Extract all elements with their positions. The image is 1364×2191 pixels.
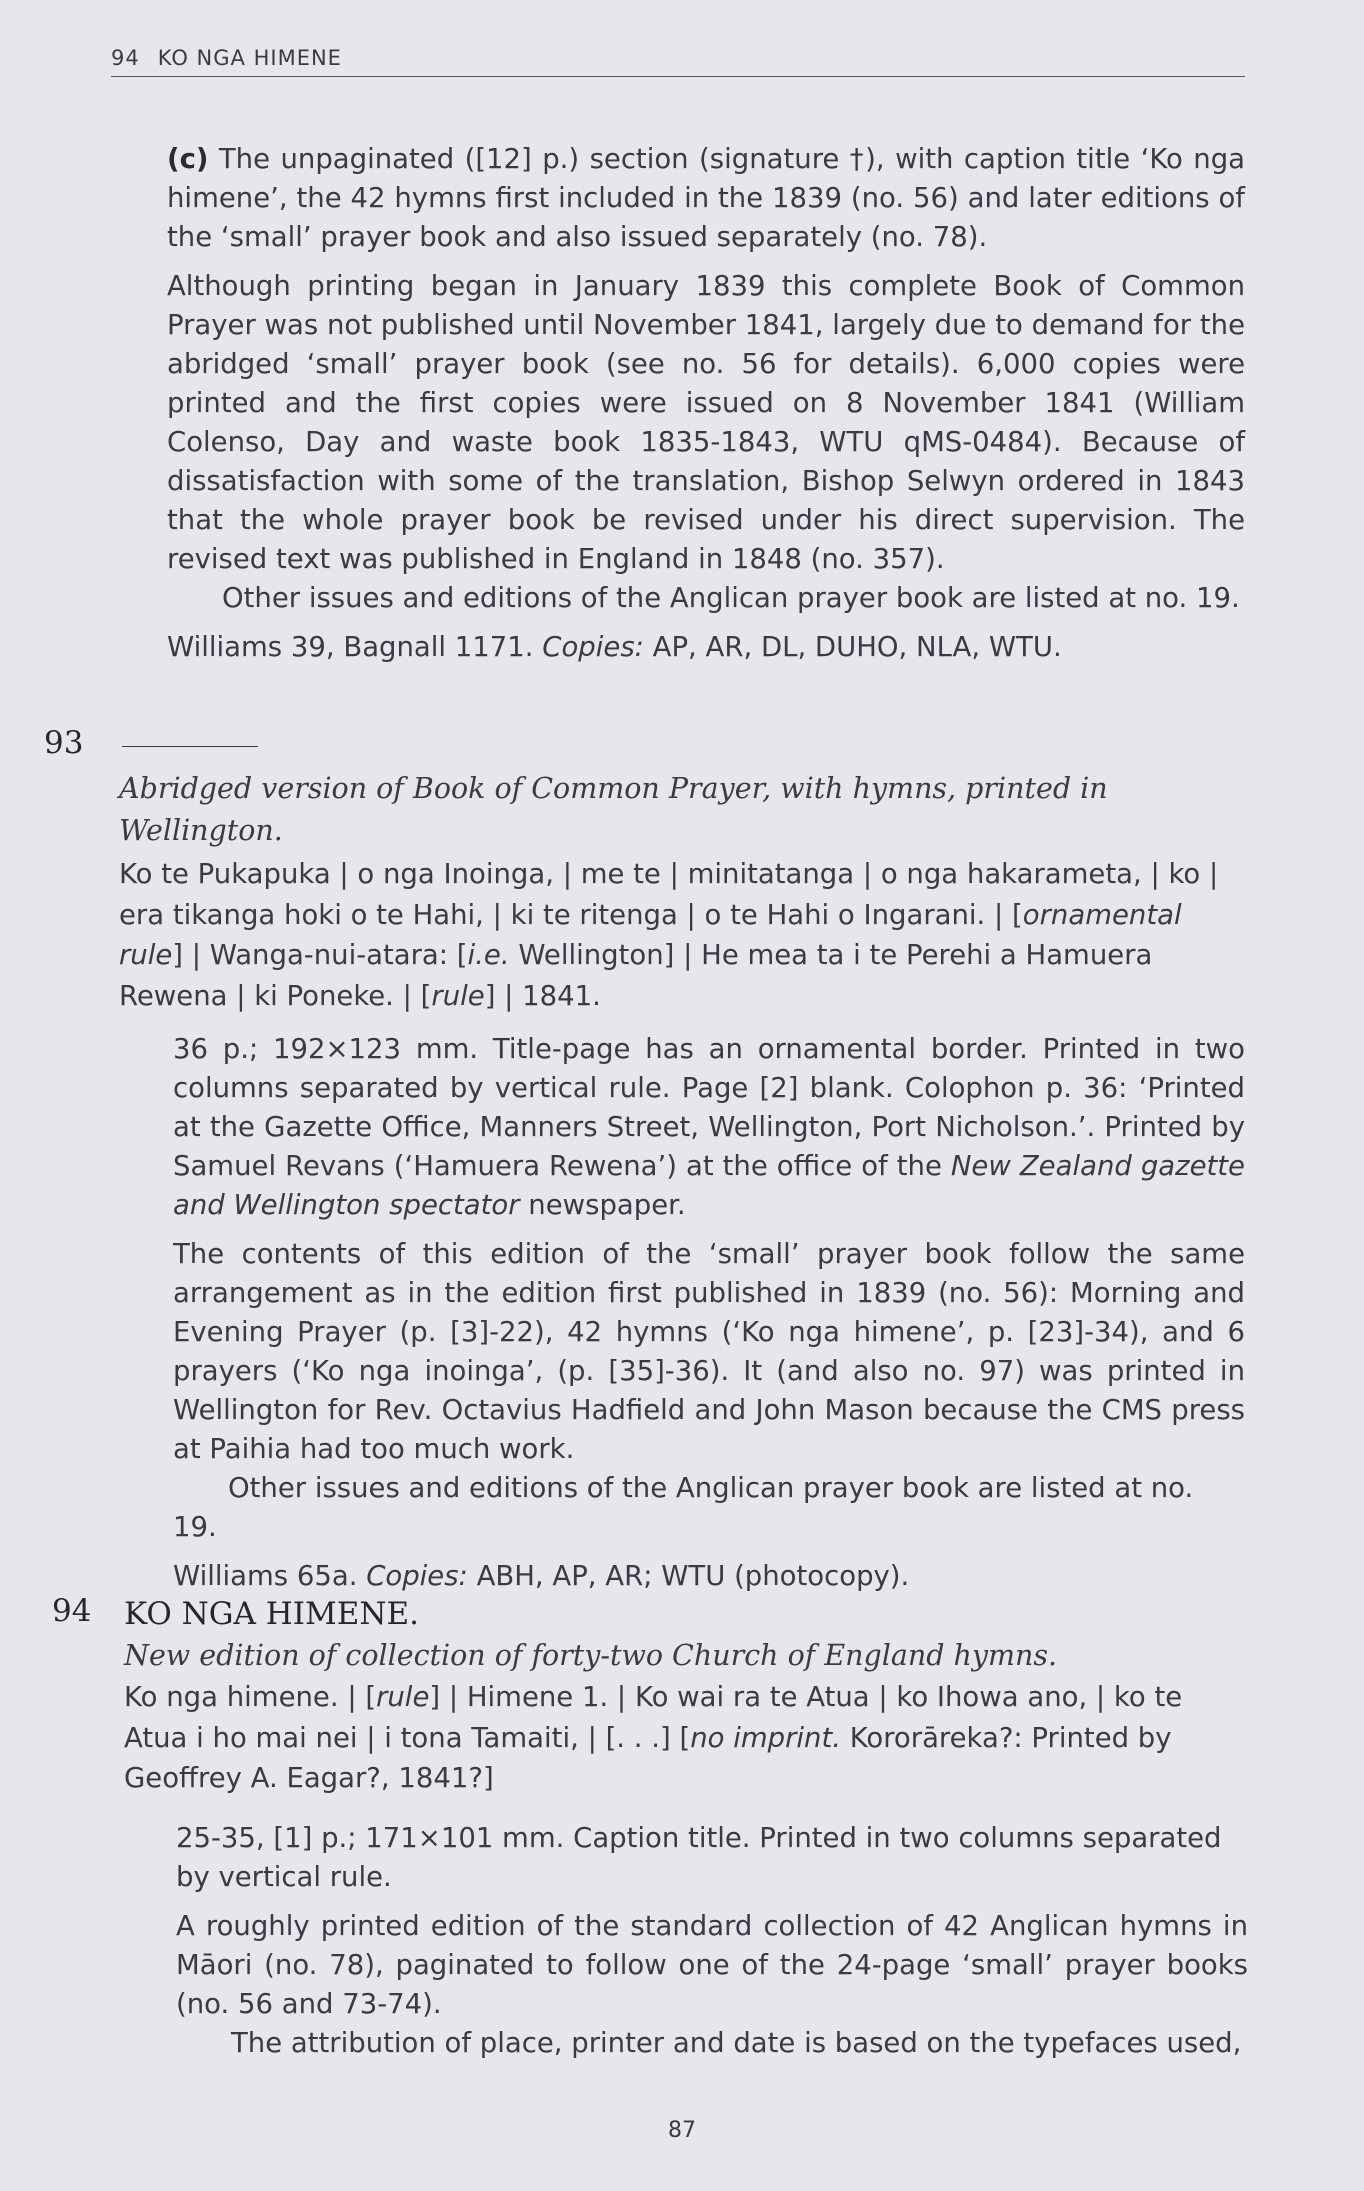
entry-93-title-block [119,768,1239,1016]
copies-list: AP, AR, DL, DUHO, NLA, WTU. [643,631,1062,663]
entry-number-94: 94 [52,1593,92,1629]
references-text: Williams 39, Bagnall 1171. [167,631,543,663]
entry-93-other-issues: Other issues and editions of the Anglican prayer book are listed at no. 19. [173,1472,1194,1543]
entry-93-references: Williams 65a. Copies: ABH, AP, AR; WTU (photocopy). [173,1560,910,1592]
section-c-label: (c) [167,143,209,175]
entry-93-transcription: Ko te Pukapuka | o nga Inoinga, | me te | minitatanga | o nga hakarameta, | ko | era tikanga hoki o te Hahi, | ki te ritenga | o te Hahi o Ingarani. | [ornamental rule] | Wanga-nui-atara: [i.e. Wellington] | He mea ta i te Perehi a Hamuera Rewena | ki Poneke. | [rule] | 1841. [119,858,1219,1012]
entry-93-notes [173,1030,1245,1596]
section-c-block [167,140,1245,667]
section-c-text: The unpaginated ([12] p.) section (signature †), with caption title ‘Ko nga himene’, the 42 hymns first included in the 1839 (no. 56) and later editions of the ‘small’ prayer book and also issued separately (no. 78). [167,143,1245,253]
other-issues-note: Other issues and editions of the Anglican prayer book are listed at no. 19. [222,582,1240,614]
entry-94-notes [176,1819,1248,2063]
entry-94-descriptive-title: New edition of collection of forty-two Church of England hymns. [124,1639,1058,1672]
section-c-paragraph [167,140,1245,257]
entry-94-contents-note: A roughly printed edition of the standard collection of 42 Anglican hymns in Māori (no. 78), paginated to follow one of the 24-page ‘small’ prayer books (no. 56 and 73-74). [176,1910,1248,2020]
header-page-number: 94 [111,46,140,70]
entry-94-attribution-note: The attribution of place, printer and date is based on the typefaces used, [231,2027,1242,2059]
entry-93-descriptive-title: Abridged version of Book of Common Prayer, with hymns, printed in Wellington. [119,772,1108,847]
header-title: KO NGA HIMENE [157,46,342,70]
running-header [111,46,1245,77]
entry-number-93: 93 [44,725,84,761]
page-number: 87 [668,2118,696,2143]
entry-93-physical-description: 36 p.; 192×123 mm. Title-page has an ornamental border. Printed in two columns separated by vertical rule. Page [2] blank. Colophon p. 36: ‘Printed at the Gazette Office, Manners Street, Wellington, Port Nicholson.’. Printed by Samuel Revans (‘Hamuera Rewena’) at the office of the New Zealand gazette and Wellington spectator newspaper. [173,1033,1245,1221]
entry-94-title-block [124,1593,1245,1799]
entry-94-physical-description: 25-35, [1] p.; 171×101 mm. Caption title. Printed in two columns separated by vertical rule. [176,1822,1222,1893]
repeated-author-dash [122,746,258,747]
references-line [167,628,1245,667]
entry-94-heading: KO NGA HIMENE. [124,1596,419,1632]
entry-93-contents-note: The contents of this edition of the ‘small’ prayer book follow the same arrangement as in the edition first published in 1839 (no. 56): Morning and Evening Prayer (p. [3]-22), 42 hymns (‘Ko nga himene’, p. [23]-34), and 6 prayers (‘Ko nga inoinga’, (p. [35]-36). It (and also no. 97) was printed in Wellington for Rev. Octavius Hadfield and John Mason because the CMS press at Paihia had too much work. [173,1238,1245,1465]
entry-94-transcription: Ko nga himene. | [rule] | Himene 1. | Ko wai ra te Atua | ko Ihowa ano, | ko te Atua i ho mai nei | i tona Tamaiti, | [. . .] [no imprint. Kororāreka?: Printed by Geoffrey A. Eagar?, 1841?] [124,1681,1183,1794]
copies-label: Copies: [542,631,644,663]
printing-history-paragraph: Although printing began in January 1839 this complete Book of Common Prayer was not published until November 1841, largely due to demand for the abridged ‘small’ prayer book (see no. 56 for details). 6,000 copies were printed and the first copies were issued on 8 November 1841 (William Colenso, Day and waste book 1835-1843, WTU qMS-0484). Because of dissatisfaction with some of the translation, Bishop Selwyn ordered in 1843 that the whole prayer book be revised under his direct supervision. The revised text was published in England in 1848 (no. 357). [167,270,1245,575]
